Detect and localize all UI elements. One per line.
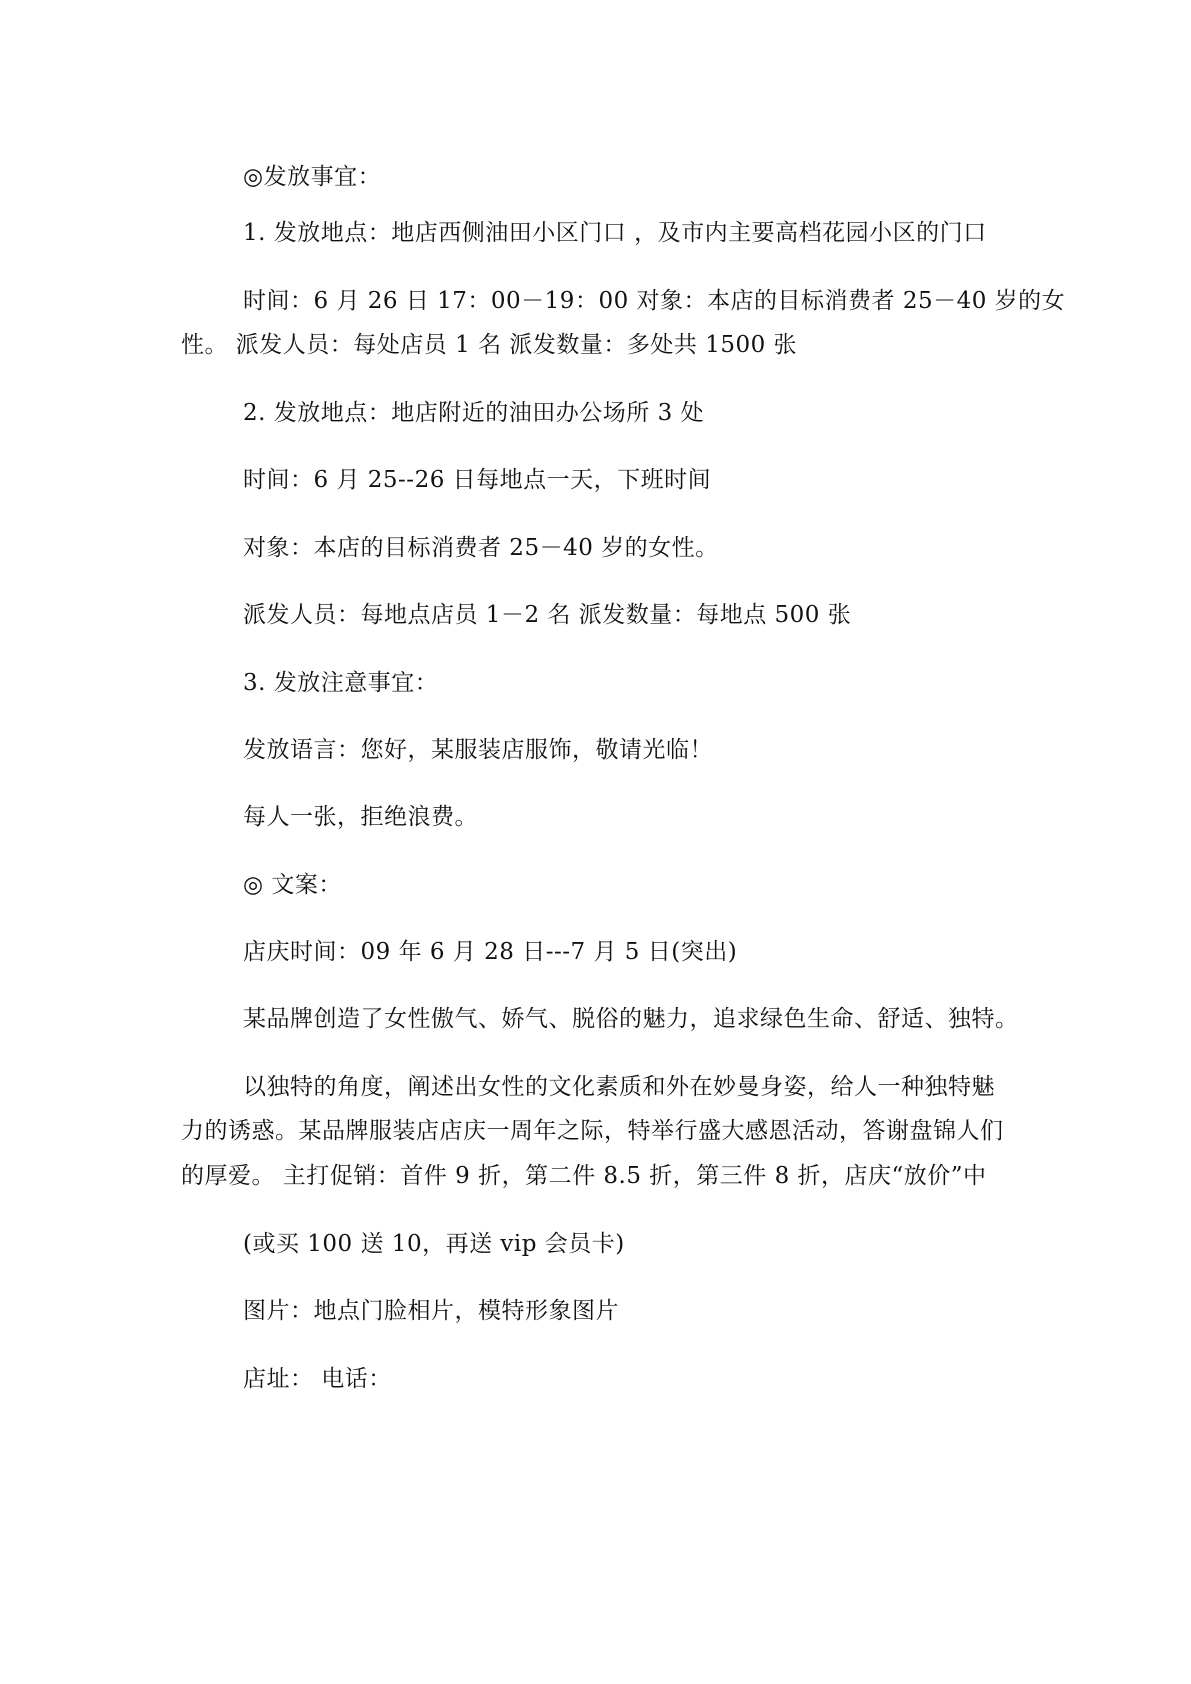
paragraph-time-1: 时间：6 月 26 日 17：00－19：00 对象：本店的目标消费者 25－40 岁的女 [243,288,1066,314]
paragraph-brand-intro: 某品牌创造了女性傲气、娇气、脱俗的魅力，追求绿色生命、舒适、独特。 [243,1006,1019,1032]
paragraph-notes-heading: 3. 发放注意事宜： [243,670,439,696]
paragraph-images: 图片：地点门脸相片，模特形象图片 [243,1298,619,1324]
paragraph-time-1-continued: 性。 派发人员：每处店员 1 名 派发数量：多处共 1500 张 [181,332,798,358]
paragraph-staff-2: 派发人员：每地点店员 1－2 名 派发数量：每地点 500 张 [243,602,852,628]
paragraph-promotion: 的厚爱。 主打促销：首件 9 折，第二件 8.5 折，第三件 8 折，店庆“放价”中 [181,1163,987,1189]
paragraph-brand-body: 以独特的角度，阐述出女性的文化素质和外在妙曼身姿，给人一种独特魅 [243,1074,995,1100]
paragraph-one-each: 每人一张，拒绝浪费。 [243,804,478,830]
paragraph-anniversary-time: 店庆时间：09 年 6 月 28 日---7 月 5 日(突出) [243,939,738,965]
paragraph-target-2: 对象：本店的目标消费者 25－40 岁的女性。 [243,535,719,561]
paragraph-address-phone: 店址： 电话： [243,1366,392,1392]
paragraph-brand-body-continued: 力的诱惑。某品牌服装店店庆一周年之际，特举行盛大感恩活动，答谢盘锦人们 [181,1118,1004,1144]
paragraph-location-2: 2. 发放地点：地店附近的油田办公场所 3 处 [243,400,705,426]
section-heading-copy: ◎ 文案： [243,872,342,898]
paragraph-greeting: 发放语言：您好，某服装店服饰，敬请光临！ [243,737,713,763]
section-heading-distribution: ◎发放事宜： [243,164,382,190]
paragraph-time-2: 时间：6 月 25--26 日每地点一天，下班时间 [243,467,712,493]
paragraph-location-1: 1. 发放地点：地店西侧油田小区门口 ，及市内主要高档花园小区的门口 [243,220,987,246]
paragraph-gift-offer: (或买 100 送 10，再送 vip 会员卡) [243,1231,625,1257]
